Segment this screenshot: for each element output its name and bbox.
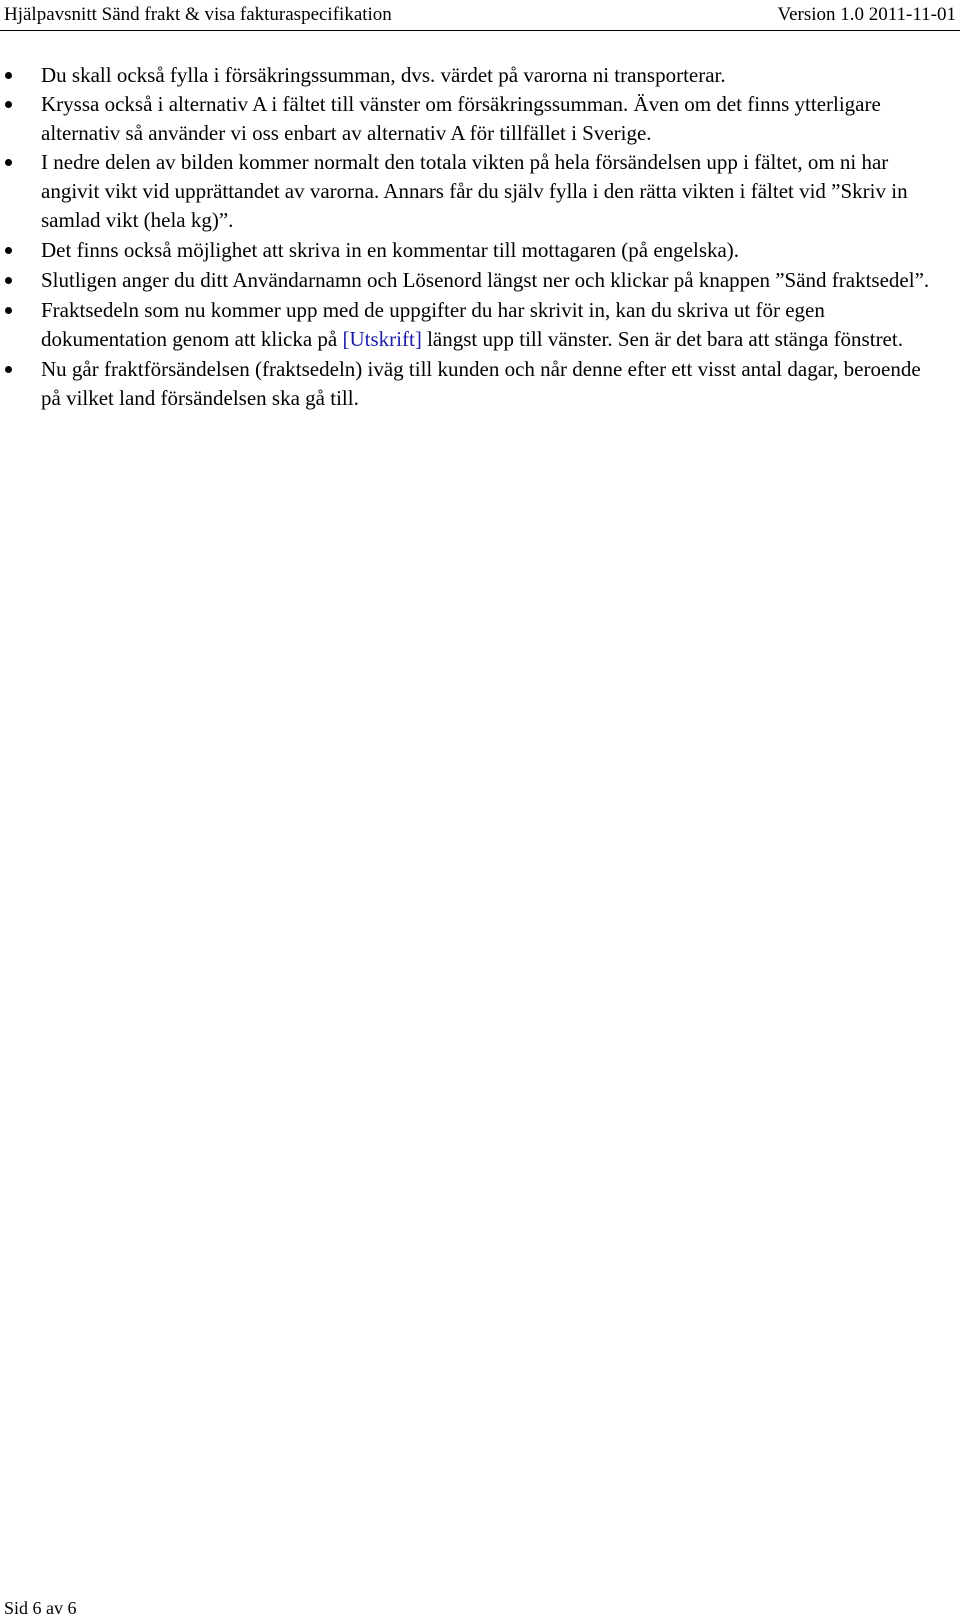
list-item-text: Nu går fraktförsändelsen (fraktsedeln) iväg till kunden och når denne efter ett visst antal dagar, beroende på vilket land försändelsen ska gå till. [41,357,921,410]
instruction-list [0,61,960,413]
list-item-text: Du skall också fylla i försäkringssumman, dvs. värdet på varorna ni transporterar. [41,63,726,87]
list-item-text: Kryssa också i alternativ A i fältet till vänster om försäkringssumman. Även om det finns ytterligare alternativ så använder vi oss enbart av alternativ A för tillfället i Sverige. [41,92,881,145]
bullet-icon [5,159,12,166]
list-item [0,266,960,295]
list-item-text-before: Fraktsedeln som nu kommer upp med de uppgifter du har skrivit in, kan du skriva ut för egen dokumentation genom att klicka på [41,298,825,351]
list-item-text-after: längst upp till vänster. Sen är det bara att stänga fönstret. [421,327,903,351]
bullet-icon [5,277,12,284]
utskrift-link[interactable]: [Utskrift] [342,327,422,351]
bullet-icon [5,247,12,254]
list-item [0,148,960,235]
page-number: Sid 6 av 6 [4,1598,77,1618]
document-title: Hjälpavsnitt Sänd frakt & visa fakturaspecifikation [4,4,392,25]
list-item [0,355,960,413]
bullet-icon [5,101,12,108]
bullet-icon [5,366,12,373]
bullet-icon [5,307,12,314]
list-item [0,61,960,90]
page-header [4,0,956,30]
list-item [0,236,960,265]
bullet-icon [5,72,12,79]
list-item [0,296,960,354]
list-item [0,90,960,148]
document-version: Version 1.0 2011-11-01 [777,4,956,25]
list-item-text: Slutligen anger du ditt Användarnamn och Lösenord längst ner och klickar på knappen ”Sänd fraktsedel”. [41,268,930,292]
header-divider [0,30,960,31]
list-item-text: Det finns också möjlighet att skriva in en kommentar till mottagaren (på engelska). [41,238,740,262]
list-item-text: I nedre delen av bilden kommer normalt den totala vikten på hela försändelsen upp i fältet, om ni har angivit vikt vid upprättandet av varorna. Annars får du själv fylla i den rätta vikten i fältet vid ”Skriv in samlad vikt (hela kg)”. [41,150,908,232]
